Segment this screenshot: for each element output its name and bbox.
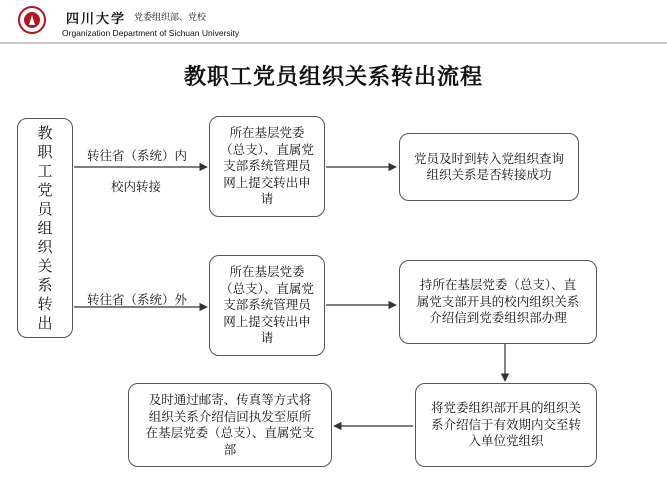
- step-outside-apply-text: 所在基层党委（总支）、直属党支部系统管理员网上提交转出申请: [220, 264, 314, 346]
- step-outside-letter: [399, 260, 597, 344]
- page-title: 教职工党员组织关系转出流程: [183, 65, 483, 90]
- step-outside-deliver-text: 将党委组织部开具的组织关系介绍信于有效期内交至转入单位党组织: [430, 400, 581, 449]
- step-outside-return-text: 及时通过邮寄、传真等方式将组织关系介绍信回执发至原所在基层党委（总支）、直属党支部: [145, 392, 315, 457]
- step-outside-letter-text: 持所在基层党委（总支）、直属党支部开具的校内组织关系介绍信到党委组织部办理: [416, 277, 580, 326]
- step-inside-check: [399, 133, 579, 201]
- branch-label-campus: 校内转接: [111, 179, 162, 194]
- department-name-cn: 党委组织部、党校: [134, 13, 207, 23]
- step-inside-apply: [209, 116, 325, 217]
- step-outside-apply: [209, 255, 325, 356]
- start-box: [17, 118, 73, 338]
- start-label: 教职工党员组织关系转出: [37, 123, 53, 332]
- university-name: 四川大学: [66, 12, 127, 27]
- step-outside-deliver: [415, 383, 597, 467]
- department-name-en: Organization Department of Sichuan University: [62, 28, 240, 38]
- step-outside-return: [128, 383, 332, 467]
- branch-label-outside: 转往省（系统）外: [87, 292, 188, 307]
- step-inside-apply-text: 所在基层党委（总支）、直属党支部系统管理员网上提交转出申请: [220, 125, 314, 207]
- branch-label-inside: 转往省（系统）内: [87, 148, 188, 163]
- step-inside-check-text: 党员及时到转入党组织查询组织关系是否转接成功: [413, 150, 564, 182]
